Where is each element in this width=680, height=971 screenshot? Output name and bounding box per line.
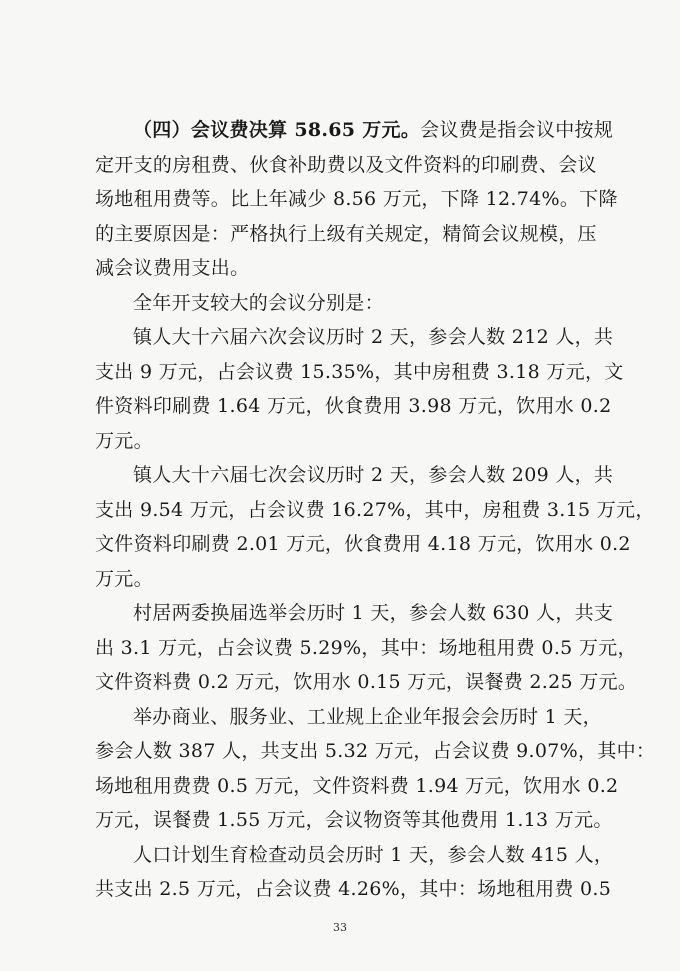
- paragraph-text: 会议费是指会议中按规: [420, 119, 614, 141]
- paragraph-5-line-3: 文件资料费 0.2 万元，饮用水 0.15 万元，误餐费 2.25 万元。: [95, 671, 638, 693]
- paragraph-2-line-1: 全年开支较大的会议分别是：: [133, 292, 384, 314]
- paragraph-4-line-4: 万元。: [95, 568, 153, 590]
- paragraph-6-line-2: 参会人数 387 人，共支出 5.32 万元，占会议费 9.07%，其中：: [95, 740, 656, 762]
- paragraph-6-line-4: 万元，误餐费 1.55 万元，会议物资等其他费用 1.13 万元。: [95, 809, 613, 831]
- paragraph-5-line-1: 村居两委换届选举会历时 1 天，参会人数 630 人，共支: [133, 602, 614, 624]
- paragraph-6-line-1: 举办商业、服务业、工业规上企业年报会会历时 1 天，: [133, 706, 602, 728]
- paragraph-1-line-2: 定开支的房租费、伙食补助费以及文件资料的印刷费、会议: [95, 154, 597, 176]
- paragraph-6-line-3: 场地租用费费 0.5 万元，文件资料费 1.94 万元，饮用水 0.2: [95, 775, 619, 797]
- paragraph-1-line-4: 的主要原因是：严格执行上级有关规定，精简会议规模，压: [95, 223, 597, 245]
- paragraph-1-line-1: [133, 118, 614, 142]
- paragraph-4-line-1: 镇人大十六届七次会议历时 2 天，参会人数 209 人，共: [133, 464, 614, 486]
- paragraph-3-line-3: 件资料印刷费 1.64 万元，伙食费用 3.98 万元，饮用水 0.2: [95, 395, 612, 417]
- paragraph-1-line-3: 场地租用费等。比上年减少 8.56 万元，下降 12.74%。下降: [95, 188, 618, 210]
- paragraph-7-line-1: 人口计划生育检查动员会历时 1 天，参会人数 415 人，: [133, 844, 614, 866]
- paragraph-5-line-2: 出 3.1 万元，占会议费 5.29%，其中：场地租用费 0.5 万元，: [95, 637, 637, 659]
- paragraph-4-line-2: 支出 9.54 万元，占会议费 16.27%，其中，房租费 3.15 万元，: [95, 499, 655, 521]
- page-number: 33: [333, 921, 347, 934]
- paragraph-3-line-1: 镇人大十六届六次会议历时 2 天，参会人数 212 人，共: [133, 326, 614, 348]
- paragraph-3-line-2: 支出 9 万元，占会议费 15.35%，其中房租费 3.18 万元，文: [95, 361, 624, 383]
- paragraph-4-line-3: 文件资料印刷费 2.01 万元，伙食费用 4.18 万元，饮用水 0.2: [95, 533, 631, 555]
- paragraph-1-line-5: 减会议费用支出。: [95, 257, 250, 279]
- paragraph-3-line-4: 万元。: [95, 430, 153, 452]
- paragraph-7-line-2: 共支出 2.5 万元，占会议费 4.26%，其中：场地租用费 0.5: [95, 878, 612, 900]
- section-heading: （四）会议费决算 58.65 万元。: [133, 119, 421, 141]
